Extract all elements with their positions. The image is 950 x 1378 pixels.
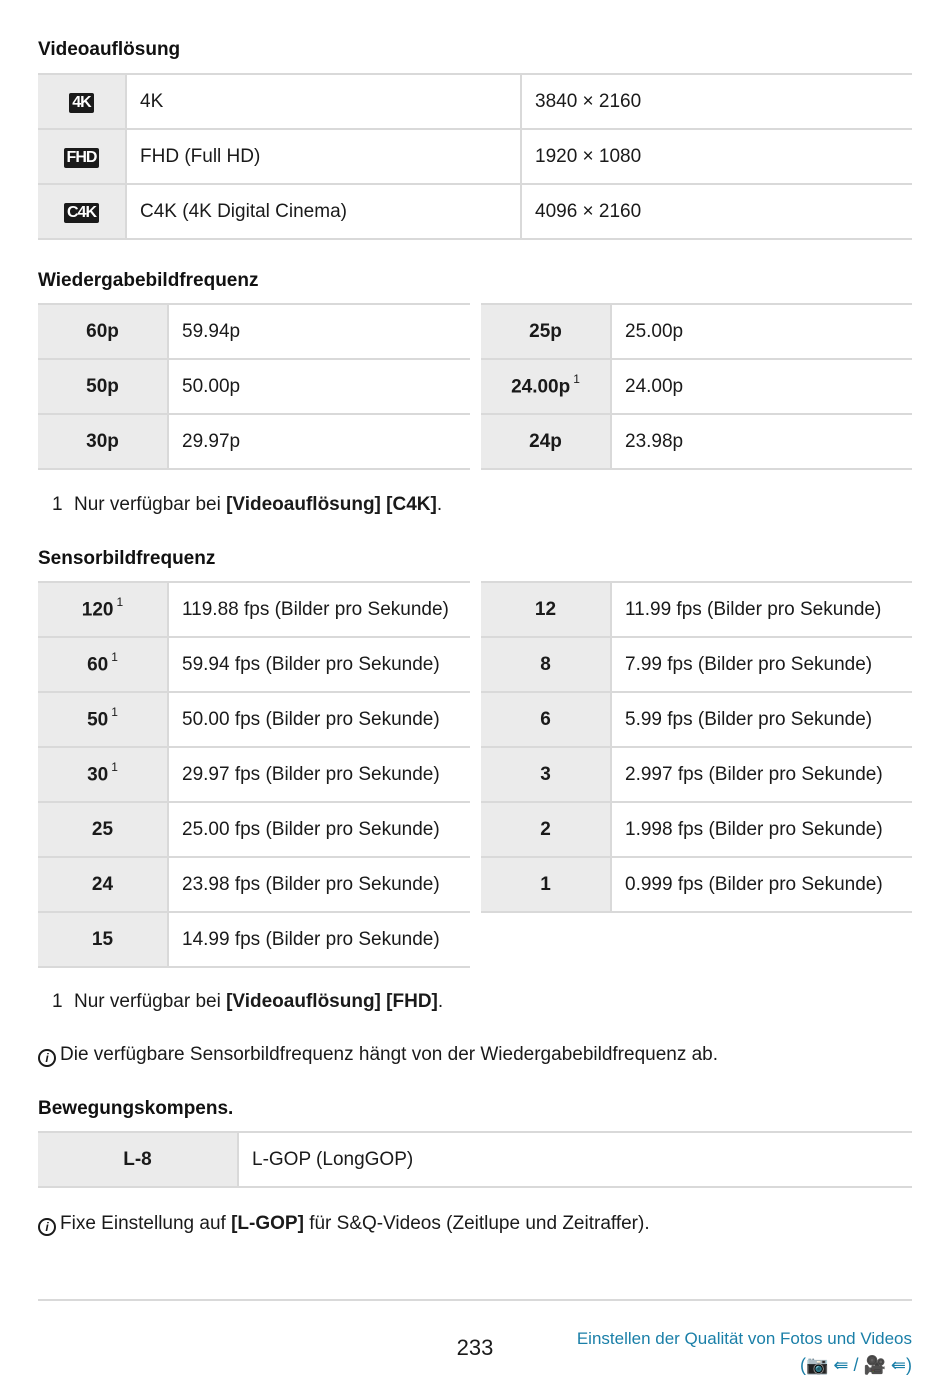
sensor-table-right: [481, 581, 912, 913]
resolution-c4k-icon: C4K: [38, 184, 126, 239]
sensor-value: 11.99 fps (Bilder pro Sekunde): [611, 582, 912, 637]
sensor-tip: i Die verfügbare Sensorbildfrequenz hängt von der Wiedergabebildfrequenz ab.: [38, 1044, 718, 1067]
motion-key: L-8: [38, 1132, 238, 1187]
sensor-key: 15: [38, 912, 168, 967]
table-row: [38, 912, 470, 967]
playback-value: 23.98p: [611, 414, 912, 469]
section-title-playback: Wiedergabebildfrequenz: [38, 270, 259, 291]
playback-value: 29.97p: [168, 414, 470, 469]
sensor-key: 60 $^1$: [38, 637, 168, 692]
sensor-key: 6: [481, 692, 611, 747]
playback-footnote: 1 Nur verfügbar bei [Videoauflösung] [C4K].: [52, 494, 443, 515]
table-row: [38, 414, 470, 469]
sensor-value: 119.88 fps (Bilder pro Sekunde): [168, 582, 470, 637]
sensor-key: 30 $^1$: [38, 747, 168, 802]
resolution-4k-icon: 4K: [38, 74, 126, 129]
sensor-table-left: [38, 581, 470, 968]
table-row: [38, 582, 470, 637]
footer-section-link[interactable]: [577, 1326, 912, 1378]
playback-value: 50.00p: [168, 359, 470, 414]
sensor-value: 50.00 fps (Bilder pro Sekunde): [168, 692, 470, 747]
table-row: [481, 802, 912, 857]
playback-value: 59.94p: [168, 304, 470, 359]
table-row: [38, 802, 470, 857]
table-row: [481, 304, 912, 359]
table-row: [481, 637, 912, 692]
tip-icon: i: [38, 1049, 56, 1067]
page-number: 233: [456, 1335, 494, 1360]
section-title-motion: Bewegungskompens.: [38, 1098, 234, 1119]
resolution-value: 1920 × 1080: [521, 129, 912, 184]
table-row: [38, 304, 470, 359]
resolution-label: C4K (4K Digital Cinema): [126, 184, 521, 239]
resolution-label: 4K: [126, 74, 521, 129]
playback-key: 25p: [481, 304, 611, 359]
table-row: [38, 692, 470, 747]
footnote-marker: 1: [573, 372, 580, 387]
sensor-value: 25.00 fps (Bilder pro Sekunde): [168, 802, 470, 857]
sensor-key: 25: [38, 802, 168, 857]
table-row: [38, 129, 912, 184]
sensor-value: 2.997 fps (Bilder pro Sekunde): [611, 747, 912, 802]
sensor-key: 2: [481, 802, 611, 857]
sensor-key: 50 $^1$: [38, 692, 168, 747]
table-row: [481, 359, 912, 414]
resolution-value: 3840 × 2160: [521, 74, 912, 129]
playback-key: 30p: [38, 414, 168, 469]
table-row: [481, 582, 912, 637]
table-row: [481, 857, 912, 912]
motion-table: [38, 1131, 912, 1188]
resolution-label: FHD (Full HD): [126, 129, 521, 184]
sensor-value: 5.99 fps (Bilder pro Sekunde): [611, 692, 912, 747]
table-row: [481, 414, 912, 469]
table-row: [38, 1132, 912, 1187]
playback-key: 60p: [38, 304, 168, 359]
sensor-key: 120 $^1$: [38, 582, 168, 637]
sensor-key: 12: [481, 582, 611, 637]
sensor-key: 24: [38, 857, 168, 912]
resolution-value: 4096 × 2160: [521, 184, 912, 239]
motion-value: L-GOP (LongGOP): [238, 1132, 912, 1187]
table-row: [481, 692, 912, 747]
tip-icon: i: [38, 1218, 56, 1236]
table-row: [38, 359, 470, 414]
section-title-sensor: Sensorbildfrequenz: [38, 548, 216, 569]
table-row: [38, 857, 470, 912]
sensor-value: 14.99 fps (Bilder pro Sekunde): [168, 912, 470, 967]
sensor-value: 7.99 fps (Bilder pro Sekunde): [611, 637, 912, 692]
table-row: [38, 747, 470, 802]
playback-value: 25.00p: [611, 304, 912, 359]
section-title-resolution: Videoauflösung: [38, 39, 181, 60]
playback-table-right: [481, 303, 912, 470]
sensor-value: 23.98 fps (Bilder pro Sekunde): [168, 857, 470, 912]
table-row: [38, 637, 470, 692]
footer-divider: [38, 1299, 912, 1301]
sensor-value: 59.94 fps (Bilder pro Sekunde): [168, 637, 470, 692]
footer-link-text[interactable]: Einstellen der Qualität von Fotos und Videos: [576, 1329, 912, 1348]
resolution-table: [38, 73, 912, 240]
playback-value: 24.00p: [611, 359, 912, 414]
table-row: [38, 184, 912, 239]
sensor-key: 8: [481, 637, 611, 692]
playback-key: 50p: [38, 359, 168, 414]
playback-key: 24p: [481, 414, 611, 469]
playback-table-left: [38, 303, 470, 470]
resolution-fhd-icon: FHD: [38, 129, 126, 184]
footer-link-icons[interactable]: (📷 ⇚ / 🎥 ⇚): [800, 1355, 912, 1375]
sensor-footnote: 1 Nur verfügbar bei [Videoauflösung] [FHD].: [52, 991, 444, 1012]
sensor-value: 0.999 fps (Bilder pro Sekunde): [611, 857, 912, 912]
playback-key: 24.00p $^1$: [481, 359, 611, 414]
sensor-value: 29.97 fps (Bilder pro Sekunde): [168, 747, 470, 802]
motion-tip: i Fixe Einstellung auf [L-GOP] für S&Q-Videos (Zeitlupe und Zeitraffer).: [38, 1213, 650, 1236]
table-row: [38, 74, 912, 129]
sensor-key: 1: [481, 857, 611, 912]
sensor-key: 3: [481, 747, 611, 802]
sensor-value: 1.998 fps (Bilder pro Sekunde): [611, 802, 912, 857]
table-row: [481, 747, 912, 802]
